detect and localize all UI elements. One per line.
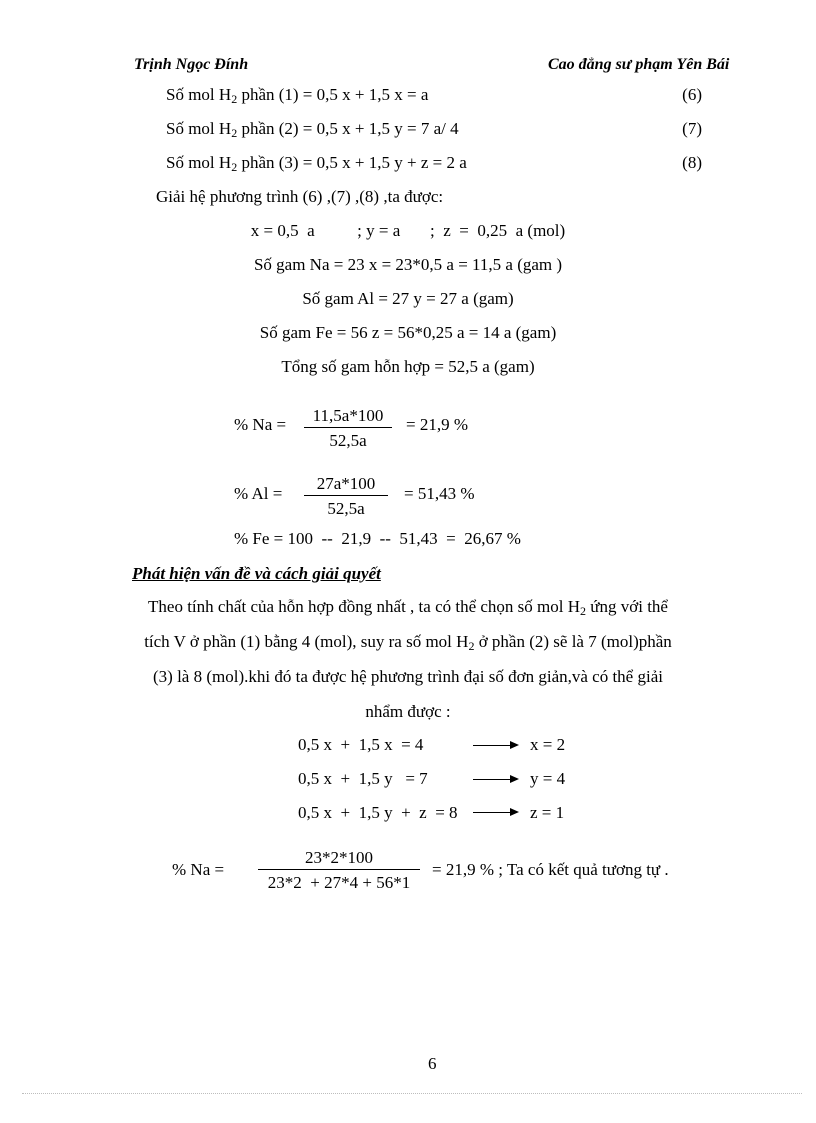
percent-na-result: = 21,9 % xyxy=(406,415,468,434)
paragraph-line-4: nhẩm được : xyxy=(365,702,451,721)
solve-intro: Giải hệ phương trình (6) ,(7) ,(8) ,ta được: xyxy=(156,187,444,206)
mass-fe: Số gam Fe = 56 z = 56*0,25 a = 14 a (gam) xyxy=(259,323,557,342)
header-institution: Cao đẳng sư phạm Yên Bái xyxy=(548,56,730,73)
right-arrow-icon xyxy=(473,812,517,813)
percent-al-result: = 51,43 % xyxy=(404,484,475,503)
header-author: Trịnh Ngọc Đính xyxy=(134,56,249,73)
mass-na: Số gam Na = 23 x = 23*0,5 a = 11,5 a (gam ) xyxy=(253,255,563,274)
final-denominator: 23*2 + 27*4 + 56*1 xyxy=(267,873,411,892)
equation-6: Số mol $H_2$ phần (1) = 0,5 x + 1,5 x = a xyxy=(166,85,429,106)
page-number: 6 xyxy=(428,1054,437,1073)
percent-na-numerator: 11,5a*100 xyxy=(304,407,392,428)
percent-na-denominator: 52,5a xyxy=(329,431,367,450)
system-lhs-1: 0,5 x + 1,5 x = 4 xyxy=(298,735,424,754)
equation-7-label: (7) xyxy=(682,119,702,138)
final-result: = 21,9 % ; Ta có kết quả tương tự . xyxy=(432,860,669,879)
right-arrow-icon xyxy=(473,745,517,746)
system-lhs-3: 0,5 x + 1,5 y + z = 8 xyxy=(298,803,458,822)
solution-line: x = 0,5 a ; y = a ; z = 0,25 a (mol) xyxy=(250,221,566,240)
final-label: % Na = xyxy=(172,860,225,879)
equation-8: Số mol $H_2$ phần (3) = 0,5 x + 1,5 y + z = 2 a xyxy=(166,153,467,174)
percent-na-label: % Na = xyxy=(234,415,287,434)
system-rhs-2: y = 4 xyxy=(530,769,566,788)
mass-total: Tổng số gam hỗn hợp = 52,5 a (gam) xyxy=(281,357,535,376)
paragraph-line-1: Theo tính chất của hỗn hợp đồng nhất , ta có thể chọn số mol $H_2$ ứng với thể xyxy=(148,597,668,618)
final-fraction xyxy=(258,849,420,891)
system-rhs-3: z = 1 xyxy=(530,803,565,822)
percent-al-label: % Al = xyxy=(234,484,283,503)
system-lhs-2: 0,5 x + 1,5 y = 7 xyxy=(298,769,428,788)
percent-na-fraction xyxy=(304,407,392,449)
page-bottom-divider xyxy=(22,1093,802,1094)
section-heading: Phát hiện vấn đề và cách giải quyết xyxy=(132,564,381,583)
right-arrow-icon xyxy=(473,779,517,780)
percent-al-fraction xyxy=(304,475,388,517)
paragraph-line-2: tích V ở phần (1) bằng 4 (mol), suy ra số mol $H_2$ ở phần (2) sẽ là 7 (mol)phần xyxy=(144,632,672,653)
percent-al-numerator: 27a*100 xyxy=(304,475,388,496)
system-rhs-1: x = 2 xyxy=(530,735,566,754)
final-numerator: 23*2*100 xyxy=(258,849,420,870)
percent-fe: % Fe = 100 -- 21,9 -- 51,43 = 26,67 % xyxy=(234,529,521,548)
equation-8-label: (8) xyxy=(682,153,702,172)
equation-6-label: (6) xyxy=(682,85,702,104)
paragraph-line-3: (3) là 8 (mol).khi đó ta được hệ phương trình đại số đơn giản,và có thể giải xyxy=(153,667,663,686)
percent-al-denominator: 52,5a xyxy=(327,499,365,518)
equation-7: Số mol $H_2$ phần (2) = 0,5 x + 1,5 y = 7 a/ 4 xyxy=(166,119,459,140)
mass-al: Số gam Al = 27 y = 27 a (gam) xyxy=(302,289,514,308)
